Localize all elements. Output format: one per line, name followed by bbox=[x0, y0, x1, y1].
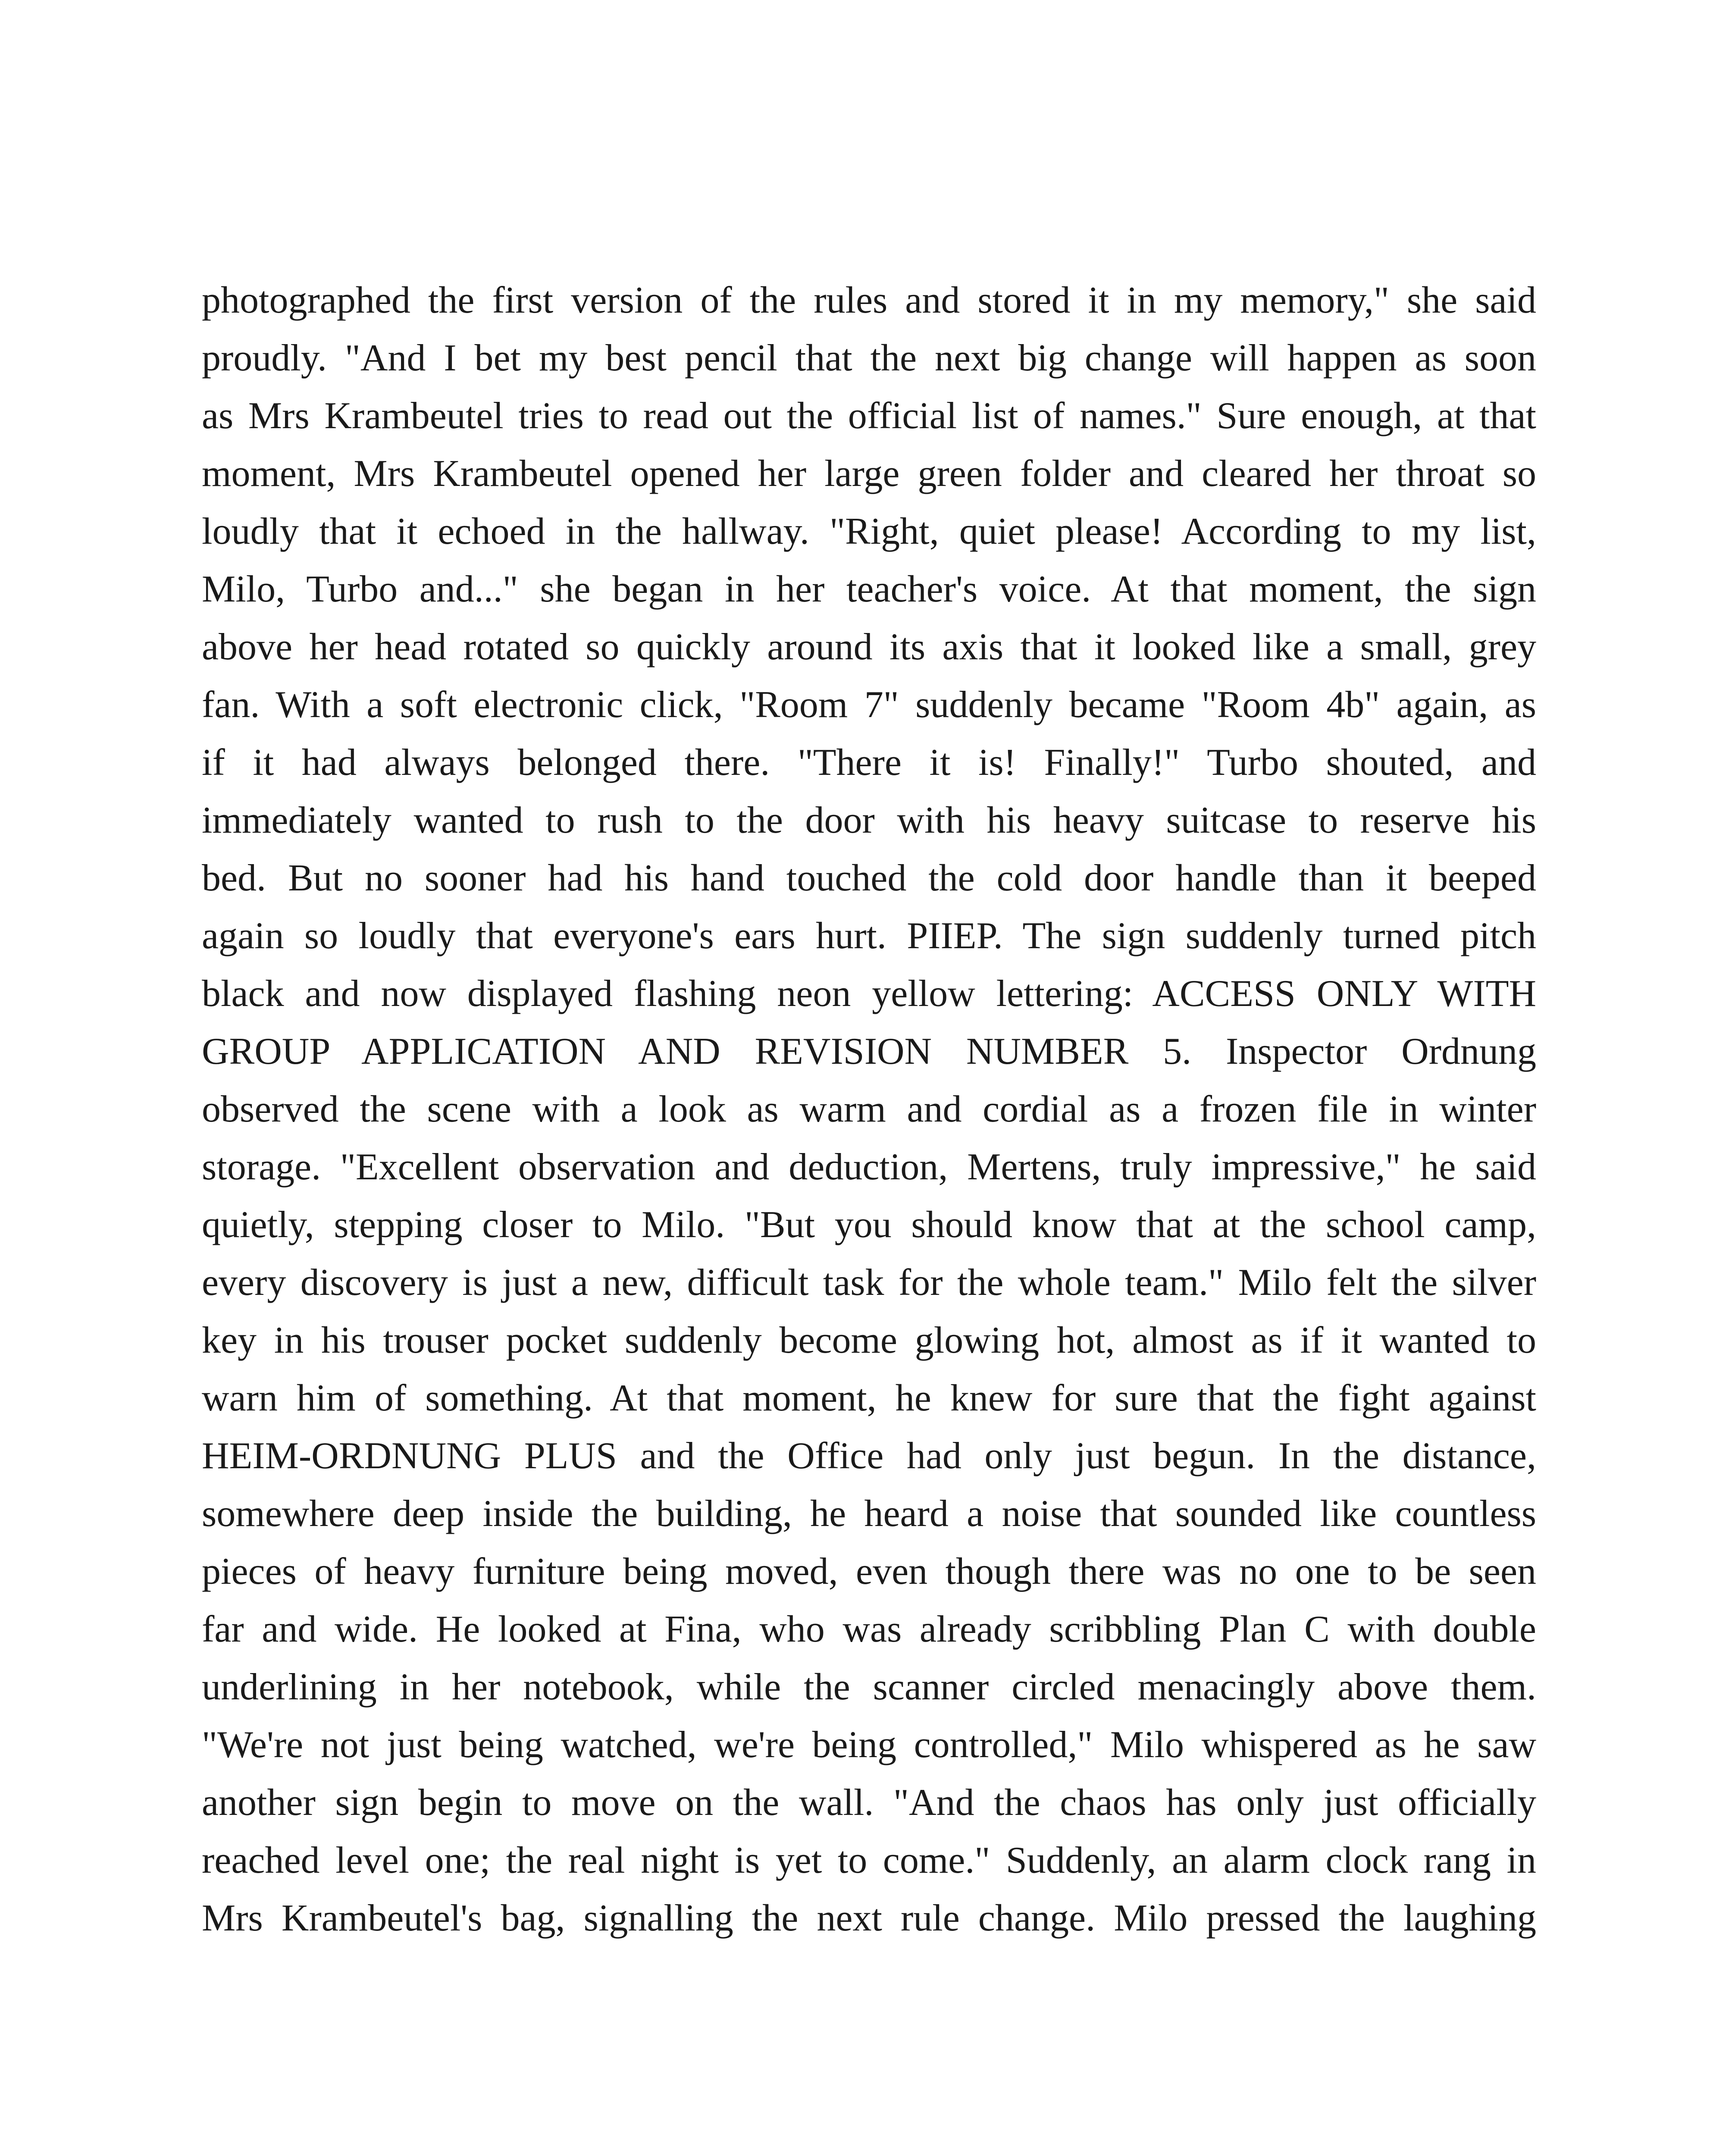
text-line: HEIM-ORDNUNG PLUS and the Office had only just begun. In the distance, bbox=[202, 1435, 1536, 1477]
text-line: somewhere deep inside the building, he heard a noise that sounded like countless bbox=[202, 1493, 1536, 1535]
text-line: if it had always belonged there. "There it is! Finally!" Turbo shouted, and bbox=[202, 742, 1536, 783]
text-line: far and wide. He looked at Fina, who was already scribbling Plan C with double bbox=[202, 1608, 1536, 1650]
text-line: quietly, stepping closer to Milo. "But you should know that at the school camp, bbox=[202, 1204, 1536, 1246]
text-line: Milo, Turbo and..." she began in her teacher's voice. At that moment, the sign bbox=[202, 568, 1536, 610]
text-line: warn him of something. At that moment, he knew for sure that the fight against bbox=[202, 1377, 1536, 1419]
text-line: GROUP APPLICATION AND REVISION NUMBER 5. Inspector Ordnung bbox=[202, 1031, 1536, 1072]
text-line: reached level one; the real night is yet to come." Suddenly, an alarm clock rang in bbox=[202, 1839, 1536, 1881]
text-line: Mrs Krambeutel's bag, signalling the next rule change. Milo pressed the laughing bbox=[202, 1897, 1536, 1939]
text-line: observed the scene with a look as warm and cordial as a frozen file in winter bbox=[202, 1088, 1536, 1130]
text-line: above her head rotated so quickly around its axis that it looked like a small, grey bbox=[202, 626, 1536, 668]
text-line: moment, Mrs Krambeutel opened her large green folder and cleared her throat so bbox=[202, 453, 1536, 495]
text-line: storage. "Excellent observation and deduction, Mertens, truly impressive," he said bbox=[202, 1146, 1536, 1188]
text-line: again so loudly that everyone's ears hurt. PIIEP. The sign suddenly turned pitch bbox=[202, 915, 1536, 957]
text-line: as Mrs Krambeutel tries to read out the official list of names." Sure enough, at that bbox=[202, 395, 1536, 437]
text-line: immediately wanted to rush to the door with his heavy suitcase to reserve his bbox=[202, 799, 1536, 841]
text-line: proudly. "And I bet my best pencil that the next big change will happen as soon bbox=[202, 337, 1536, 379]
text-line: bed. But no sooner had his hand touched the cold door handle than it beeped bbox=[202, 857, 1536, 899]
text-line: "We're not just being watched, we're being controlled," Milo whispered as he saw bbox=[202, 1724, 1536, 1766]
text-line: underlining in her notebook, while the scanner circled menacingly above them. bbox=[202, 1666, 1536, 1708]
body-text bbox=[202, 272, 1536, 1947]
text-line: every discovery is just a new, difficult task for the whole team." Milo felt the silver bbox=[202, 1262, 1536, 1304]
text-line: loudly that it echoed in the hallway. "Right, quiet please! According to my list, bbox=[202, 511, 1536, 552]
text-line: key in his trouser pocket suddenly become glowing hot, almost as if it wanted to bbox=[202, 1319, 1536, 1361]
text-line: another sign begin to move on the wall. "And the chaos has only just officially bbox=[202, 1782, 1536, 1824]
text-line: photographed the first version of the rules and stored it in my memory," she said bbox=[202, 279, 1536, 321]
text-line: fan. With a soft electronic click, "Room 7" suddenly became "Room 4b" again, as bbox=[202, 684, 1536, 726]
text-line: pieces of heavy furniture being moved, even though there was no one to be seen bbox=[202, 1551, 1536, 1592]
text-line: black and now displayed flashing neon yellow lettering: ACCESS ONLY WITH bbox=[202, 973, 1536, 1015]
